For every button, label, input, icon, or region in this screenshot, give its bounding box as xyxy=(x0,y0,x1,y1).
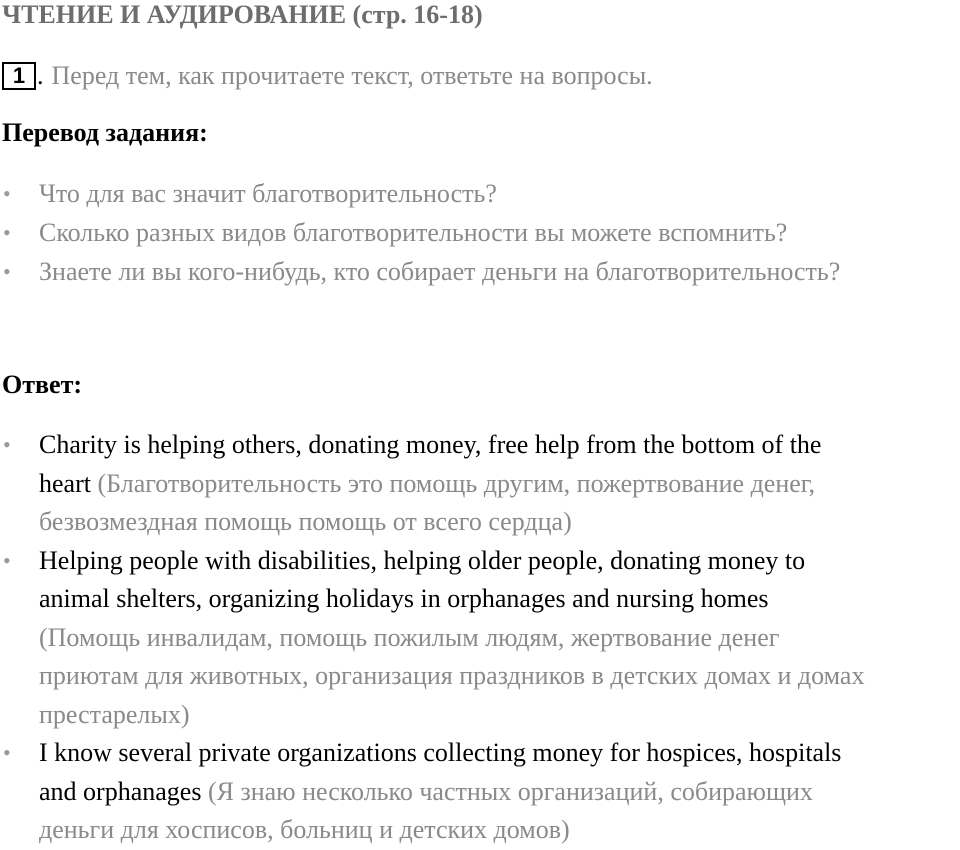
answer-item xyxy=(0,542,960,735)
bullet-icon: • xyxy=(3,547,11,573)
bullet-icon: • xyxy=(3,432,11,457)
task-text: Перед тем, как прочитаете текст, ответьте на вопросы. xyxy=(51,61,653,90)
answer-english-line: heart xyxy=(39,468,91,498)
task-number-dot: . xyxy=(37,61,44,90)
translation-question-list xyxy=(0,174,960,291)
bullet-icon: • xyxy=(3,181,11,206)
answer-english-line: Charity is helping others, donating money, free help from the bottom of the xyxy=(39,430,822,459)
translation-question-item xyxy=(0,174,960,213)
translation-question-item xyxy=(0,213,960,252)
answer-russian-line: деньги для хосписов, больниц и детских домов) xyxy=(39,815,570,844)
answer-heading: Ответ: xyxy=(2,370,83,399)
answer-english-line: I know several private organizations collecting money for hospices, hospitals xyxy=(39,738,842,767)
translation-question-item xyxy=(0,252,960,291)
answer-russian-line: (Я знаю несколько частных организаций, собирающих xyxy=(207,776,813,806)
translation-heading: Перевод задания: xyxy=(2,118,208,147)
bullet-icon: • xyxy=(3,220,11,245)
answer-item xyxy=(0,734,960,850)
task-prompt xyxy=(2,60,653,92)
answer-russian-line: безвозмездная помощь помощь от всего сердца) xyxy=(39,507,572,536)
task-number-box: 1 xyxy=(2,62,36,90)
answer-item xyxy=(0,426,960,542)
translation-question-text: Что для вас значит благотворительность? xyxy=(39,179,497,208)
answer-english-line: Helping people with disabilities, helping older people, donating money to xyxy=(39,545,806,575)
translation-question-text: Знаете ли вы кого-нибудь, кто собирает деньги на благотворительность? xyxy=(39,257,841,286)
bullet-icon: • xyxy=(3,259,11,284)
translation-question-text: Сколько разных видов благотворительности вы можете вспомнить? xyxy=(39,218,788,247)
answer-english-line: and orphanages xyxy=(39,776,202,806)
answer-list xyxy=(0,426,960,850)
answer-russian-line: приютам для животных, организация праздников в детских домах и домах xyxy=(39,661,865,690)
section-title: ЧТЕНИЕ И АУДИРОВАНИЕ (стр. 16-18) xyxy=(2,0,483,29)
answer-english-line: animal shelters, organizing holidays in orphanages and nursing homes xyxy=(39,584,769,613)
answer-russian-line: престарелых) xyxy=(39,699,190,729)
bullet-icon: • xyxy=(3,740,11,765)
answer-russian-line: (Благотворительность это помощь другим, пожертвование денег, xyxy=(97,468,816,498)
answer-russian-line: (Помощь инвалидам, помощь пожилым людям, жертвование денег xyxy=(39,622,780,652)
